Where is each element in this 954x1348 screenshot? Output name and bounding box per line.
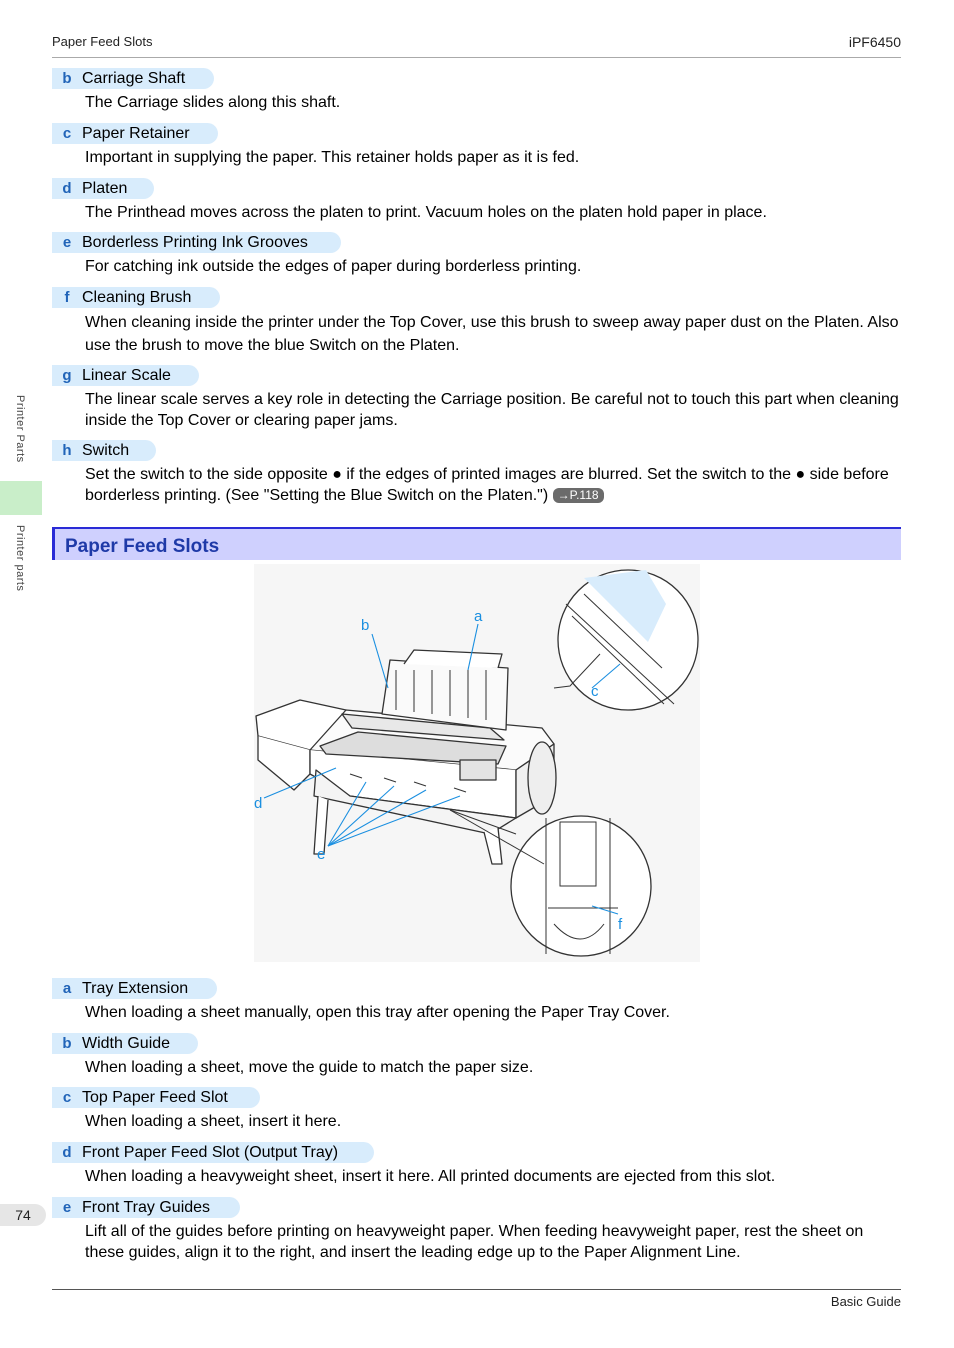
item-title: Front Paper Feed Slot (Output Tray) xyxy=(82,1144,339,1161)
footer-rule xyxy=(52,1289,901,1290)
item-description: Important in supplying the paper. This retainer holds paper as it is fed. xyxy=(85,149,580,166)
item-heading xyxy=(52,1142,374,1163)
callout-label-c: c xyxy=(591,683,599,700)
item-letter: h xyxy=(62,442,72,459)
item-letter: b xyxy=(62,1035,72,1052)
item-heading xyxy=(52,178,154,199)
item-description: When loading a sheet, insert it here. xyxy=(85,1113,342,1130)
side-tab-marker xyxy=(0,481,42,515)
item-heading xyxy=(52,1087,260,1108)
header-rule xyxy=(52,57,901,58)
item-description: When loading a sheet manually, open this tray after opening the Paper Tray Cover. xyxy=(85,1004,670,1021)
item-description: The Printhead moves across the platen to print. Vacuum holes on the platen hold paper in place. xyxy=(85,204,767,221)
footer-guide-title: Basic Guide xyxy=(830,1294,901,1309)
item-description: For catching ink outside the edges of paper during borderless printing. xyxy=(85,258,582,275)
item-letter: e xyxy=(62,234,72,251)
item-title: Width Guide xyxy=(82,1035,171,1052)
item-description: The linear scale serves a key role in detecting the Carriage position. Be careful not to touch this part when cleaning inside the Top Cover or clearing paper jams. xyxy=(85,391,899,429)
side-tab-chapter[interactable]: Printer Parts xyxy=(14,395,26,463)
item-title: Tray Extension xyxy=(82,980,189,997)
page-number: 74 xyxy=(0,1204,46,1226)
item-linear-scale xyxy=(52,365,901,431)
item-heading xyxy=(52,232,341,253)
item-description xyxy=(85,464,901,506)
item-heading xyxy=(52,365,199,386)
item-letter: d xyxy=(62,180,72,197)
callout-label-e: e xyxy=(317,846,326,863)
item-description-text: Set the switch to the side opposite ● if the edges of printed images are blurred. Set the switch to the ● side before borderless printing. (See "Setting the Blue Switch on the Platen.") xyxy=(85,466,889,504)
item-description: When cleaning inside the printer under the Top Cover, use this brush to sweep away paper dust on the Platen. Also use the brush to move the blue Switch on the Platen. xyxy=(85,314,899,354)
item-paper-retainer xyxy=(52,123,901,168)
item-description: The Carriage slides along this shaft. xyxy=(85,94,341,111)
callout-label-f: f xyxy=(618,916,623,933)
item-front-paper-feed-slot xyxy=(52,1142,901,1187)
item-description: Lift all of the guides before printing on heavyweight paper. When feeding heavyweight paper, rest the sheet on these guides, align it to the right, and insert the leading edge up to the Paper Alignment Line. xyxy=(85,1223,864,1261)
item-letter: g xyxy=(62,367,72,384)
item-carriage-shaft xyxy=(52,68,901,113)
item-switch xyxy=(52,440,901,506)
callout-label-d: d xyxy=(254,795,263,812)
callout-label-a: a xyxy=(474,608,483,625)
item-title: Borderless Printing Ink Grooves xyxy=(82,234,308,251)
item-heading xyxy=(52,287,220,308)
item-heading xyxy=(52,68,214,89)
page-reference-link[interactable]: →P.118 xyxy=(553,488,604,503)
item-letter: b xyxy=(62,70,72,87)
item-heading xyxy=(52,1197,240,1218)
item-top-paper-feed-slot xyxy=(52,1087,901,1132)
item-letter: d xyxy=(62,1144,72,1161)
item-width-guide xyxy=(52,1033,901,1078)
callout-label-b: b xyxy=(361,617,370,634)
item-title: Cleaning Brush xyxy=(82,289,192,306)
item-letter: e xyxy=(62,1199,72,1216)
item-title: Front Tray Guides xyxy=(82,1199,211,1216)
side-tab-section[interactable]: Printer parts xyxy=(14,525,26,592)
item-letter: a xyxy=(62,980,72,997)
item-description: When loading a heavyweight sheet, insert it here. All printed documents are ejected from this slot. xyxy=(85,1168,776,1185)
section-title: Paper Feed Slots xyxy=(65,536,220,557)
item-title: Platen xyxy=(82,180,128,197)
item-heading xyxy=(52,123,218,144)
printer-illustration xyxy=(254,564,700,962)
item-ink-grooves xyxy=(52,232,901,277)
item-letter: c xyxy=(62,125,72,142)
item-title: Top Paper Feed Slot xyxy=(82,1089,228,1106)
header-model: iPF6450 xyxy=(848,34,901,50)
item-title: Carriage Shaft xyxy=(82,70,186,87)
header-section-title: Paper Feed Slots xyxy=(52,34,153,49)
item-letter: f xyxy=(64,289,70,306)
item-title: Paper Retainer xyxy=(82,125,190,142)
item-tray-extension xyxy=(52,978,901,1023)
item-platen xyxy=(52,178,901,223)
section-heading xyxy=(52,527,901,560)
item-title: Linear Scale xyxy=(82,367,171,384)
item-heading xyxy=(52,440,156,461)
item-letter: c xyxy=(62,1089,72,1106)
item-heading xyxy=(52,1033,198,1054)
item-description: When loading a sheet, move the guide to match the paper size. xyxy=(85,1059,534,1076)
item-front-tray-guides xyxy=(52,1197,901,1263)
item-cleaning-brush xyxy=(52,287,901,357)
item-title: Switch xyxy=(82,442,130,459)
item-heading xyxy=(52,978,217,999)
